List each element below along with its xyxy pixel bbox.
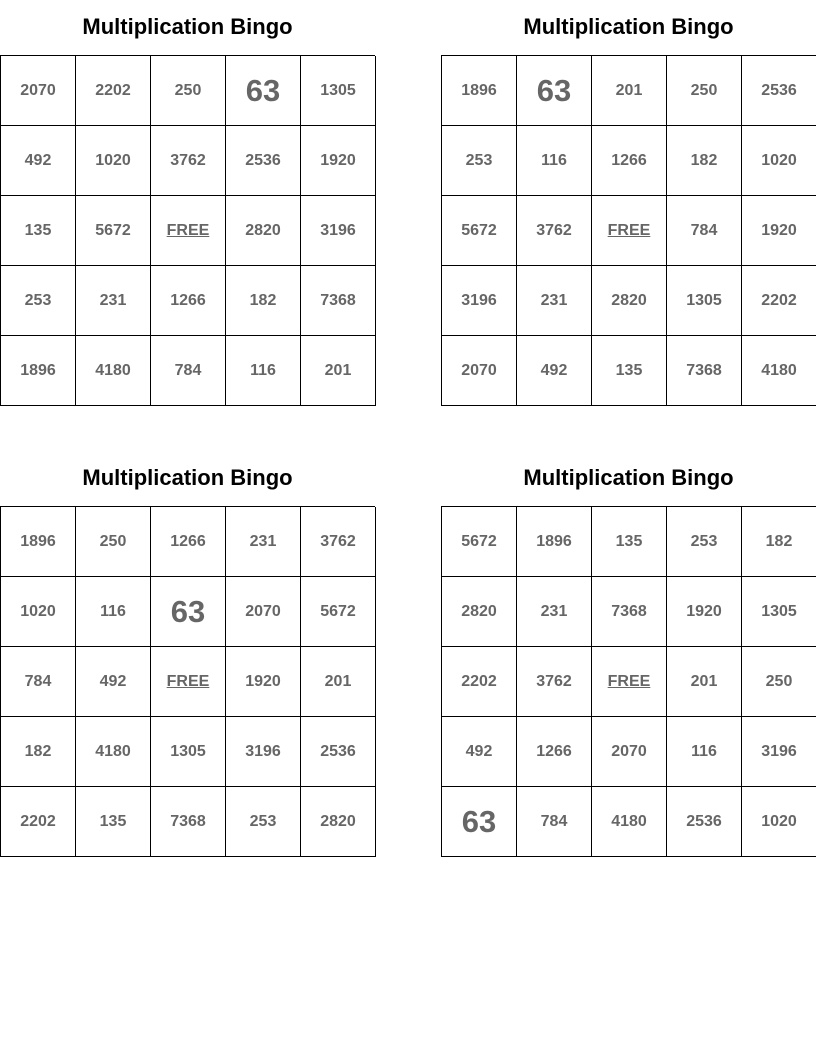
bingo-cell: 7368 bbox=[301, 266, 376, 336]
bingo-cell: 231 bbox=[517, 577, 592, 647]
bingo-cell: 135 bbox=[76, 787, 151, 857]
called-number-cell: 63 bbox=[517, 56, 592, 126]
bingo-cell: 3196 bbox=[226, 717, 301, 787]
card-title: Multiplication Bingo bbox=[82, 465, 293, 490]
bingo-cell: 1896 bbox=[517, 507, 592, 577]
bingo-cell: 2536 bbox=[667, 787, 742, 857]
bingo-cell: 250 bbox=[151, 56, 226, 126]
bingo-cell: 492 bbox=[517, 336, 592, 406]
bingo-cell: 116 bbox=[76, 577, 151, 647]
bingo-cell: 116 bbox=[517, 126, 592, 196]
bingo-cell: 1896 bbox=[442, 56, 517, 126]
bingo-cell: 182 bbox=[226, 266, 301, 336]
bingo-cell: 182 bbox=[667, 126, 742, 196]
bingo-cell: 1305 bbox=[667, 266, 742, 336]
bingo-cell: 2820 bbox=[301, 787, 376, 857]
bingo-cell: 784 bbox=[517, 787, 592, 857]
bingo-cell: 201 bbox=[667, 647, 742, 717]
called-number-cell: 63 bbox=[442, 787, 517, 857]
bingo-cell: 492 bbox=[1, 126, 76, 196]
bingo-cell: 182 bbox=[1, 717, 76, 787]
bingo-cell: 1266 bbox=[517, 717, 592, 787]
bingo-cell: 5672 bbox=[442, 196, 517, 266]
bingo-cell: 1896 bbox=[1, 336, 76, 406]
card-title: Multiplication Bingo bbox=[82, 14, 293, 39]
free-space: FREE bbox=[592, 196, 667, 266]
bingo-grid bbox=[0, 506, 375, 857]
bingo-cell: 2536 bbox=[301, 717, 376, 787]
bingo-cell: 2820 bbox=[592, 266, 667, 336]
bingo-cell: 2070 bbox=[226, 577, 301, 647]
bingo-cell: 2536 bbox=[742, 56, 816, 126]
bingo-cell: 231 bbox=[517, 266, 592, 336]
bingo-cell: 3762 bbox=[301, 507, 376, 577]
bingo-cell: 250 bbox=[742, 647, 816, 717]
bingo-cell: 5672 bbox=[442, 507, 517, 577]
bingo-cell: 1020 bbox=[76, 126, 151, 196]
bingo-cell: 2820 bbox=[226, 196, 301, 266]
bingo-grid bbox=[441, 55, 816, 406]
called-number-cell: 63 bbox=[151, 577, 226, 647]
bingo-cell: 3762 bbox=[151, 126, 226, 196]
bingo-cell: 116 bbox=[226, 336, 301, 406]
bingo-cell: 182 bbox=[742, 507, 816, 577]
bingo-cell: 2202 bbox=[76, 56, 151, 126]
bingo-cell: 135 bbox=[1, 196, 76, 266]
bingo-cell: 1920 bbox=[742, 196, 816, 266]
bingo-cell: 250 bbox=[667, 56, 742, 126]
bingo-cell: 3196 bbox=[742, 717, 816, 787]
bingo-cell: 784 bbox=[667, 196, 742, 266]
bingo-cell: 7368 bbox=[151, 787, 226, 857]
bingo-cell: 201 bbox=[301, 647, 376, 717]
bingo-cell: 1305 bbox=[301, 56, 376, 126]
bingo-cell: 2070 bbox=[592, 717, 667, 787]
bingo-cell: 253 bbox=[226, 787, 301, 857]
bingo-cell: 492 bbox=[442, 717, 517, 787]
bingo-cell: 2070 bbox=[442, 336, 517, 406]
bingo-cell: 1305 bbox=[742, 577, 816, 647]
bingo-cell: 1020 bbox=[1, 577, 76, 647]
bingo-cell: 253 bbox=[442, 126, 517, 196]
bingo-cell: 135 bbox=[592, 507, 667, 577]
bingo-cell: 1920 bbox=[226, 647, 301, 717]
free-space: FREE bbox=[151, 647, 226, 717]
bingo-cell: 116 bbox=[667, 717, 742, 787]
bingo-cell: 2202 bbox=[442, 647, 517, 717]
card-title: Multiplication Bingo bbox=[523, 465, 734, 490]
bingo-cell: 231 bbox=[226, 507, 301, 577]
free-space: FREE bbox=[151, 196, 226, 266]
bingo-cell: 253 bbox=[1, 266, 76, 336]
bingo-cell: 1266 bbox=[151, 266, 226, 336]
bingo-cell: 3196 bbox=[442, 266, 517, 336]
bingo-cell: 5672 bbox=[76, 196, 151, 266]
bingo-cell: 1266 bbox=[592, 126, 667, 196]
bingo-cell: 2536 bbox=[226, 126, 301, 196]
bingo-cell: 201 bbox=[301, 336, 376, 406]
bingo-grid bbox=[441, 506, 816, 857]
bingo-cell: 250 bbox=[76, 507, 151, 577]
bingo-cell: 231 bbox=[76, 266, 151, 336]
bingo-cell: 3196 bbox=[301, 196, 376, 266]
bingo-cell: 1266 bbox=[151, 507, 226, 577]
bingo-cell: 1305 bbox=[151, 717, 226, 787]
bingo-cell: 784 bbox=[1, 647, 76, 717]
bingo-cell: 7368 bbox=[667, 336, 742, 406]
bingo-cell: 492 bbox=[76, 647, 151, 717]
bingo-cell: 5672 bbox=[301, 577, 376, 647]
bingo-cell: 7368 bbox=[592, 577, 667, 647]
bingo-cell: 4180 bbox=[76, 717, 151, 787]
bingo-cell: 4180 bbox=[742, 336, 816, 406]
bingo-cell: 3762 bbox=[517, 647, 592, 717]
bingo-cell: 2202 bbox=[742, 266, 816, 336]
bingo-cell: 4180 bbox=[592, 787, 667, 857]
bingo-cell: 2202 bbox=[1, 787, 76, 857]
bingo-cell: 1020 bbox=[742, 787, 816, 857]
bingo-cell: 201 bbox=[592, 56, 667, 126]
bingo-cell: 1920 bbox=[301, 126, 376, 196]
bingo-cell: 1896 bbox=[1, 507, 76, 577]
bingo-cell: 4180 bbox=[76, 336, 151, 406]
called-number-cell: 63 bbox=[226, 56, 301, 126]
bingo-cell: 253 bbox=[667, 507, 742, 577]
bingo-cell: 1020 bbox=[742, 126, 816, 196]
card-title: Multiplication Bingo bbox=[523, 14, 734, 39]
bingo-grid bbox=[0, 55, 375, 406]
bingo-cell: 135 bbox=[592, 336, 667, 406]
bingo-cell: 3762 bbox=[517, 196, 592, 266]
bingo-cell: 784 bbox=[151, 336, 226, 406]
free-space: FREE bbox=[592, 647, 667, 717]
bingo-cell: 1920 bbox=[667, 577, 742, 647]
bingo-cell: 2820 bbox=[442, 577, 517, 647]
bingo-cell: 2070 bbox=[1, 56, 76, 126]
